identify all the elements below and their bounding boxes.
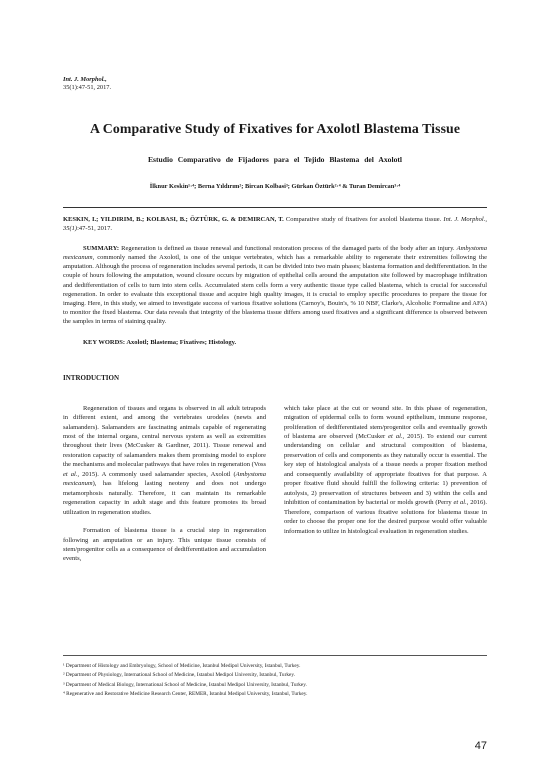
section-heading-introduction: INTRODUCTION (63, 373, 120, 382)
body-columns (63, 404, 487, 564)
text-run: which take place at the cut or wound site. In this phase of regeneration, migration of epidermal cells to form wound epithelium, immune response, proliferation of dedifferentiated stem/progenitor cells and eventually growth of blastema are observed (McCusker (284, 404, 487, 440)
footnotes (63, 655, 487, 700)
right-paragraph-1 (284, 404, 487, 536)
left-paragraph-1 (63, 404, 266, 517)
citation-journal: Int. J. Morphol., 35(1) (63, 216, 487, 233)
text-run: , 2016). Therefore, comparison of various fixative solutions for blastema tissue in order to choose the proper one for the desired purpose would offer valuable information to utilize in histological evaluation in regeneration studies. (284, 499, 487, 535)
article-subtitle: Estudio Comparativo de Fijadores para el Tejido Blastema del Axolotl (147, 155, 403, 164)
summary-species: Ambystoma mexicanum (63, 244, 487, 262)
text-run: , 2015). A commonly used salamander species, Axolotl ( (77, 470, 236, 478)
page-number: 47 (474, 740, 487, 752)
journal-volume-pages: 35(1):47-51, 2017. (63, 84, 112, 91)
journal-name: Int. J. Morphol., (63, 76, 107, 83)
left-column (63, 404, 266, 564)
citation (63, 215, 487, 234)
summary-label: SUMMARY: (83, 244, 120, 252)
journal-reference (63, 76, 487, 92)
keywords: KEY WORDS: Axolotl; Blastema; Fixatives; Histology. (83, 338, 237, 346)
text-run-italic: Ambystoma mexicanum (63, 470, 266, 488)
header-divider (63, 207, 487, 208)
right-column (284, 404, 487, 564)
footnote-1: ¹ Department of Histology and Embryology, School of Medicine, Istanbul Medipol University, Istanbul, Turkey. (63, 663, 301, 669)
summary-text-2: , commonly named the Axolotl, is one of the unique vertebrates, which has a remarkable ability to regenerate their extremities following the amputation. Although the process of regeneration includes several periods, it can be divided into two main phases; blastema formation and dedifferentiation. In the couple of hours following the amputation, wound closure occurs by migration of epithelial cells around the amputation site followed by macrophage infiltration and dedifferentiation of cells to turn into stem cells. Accumulated stem cells form a very authentic tissue type called blastema, which is crucial for successful regeneration. In order to evaluate this exceptional tissue and acquire high quality images, it is crucial to employ specific procedures to prepare the tissue for imaging. Here, in this study, we aimed to investigate success of various fixative solutions (Carnoy's, Bouin's, % 10 NBF, Clarke's, Alcoholic Formaline and AFA) to monitor the fixed blastema. Our data reveals that integrity of the blastema tissue differs among used fixatives and a significant difference is observed between the samples in terms of staining quality. (63, 254, 487, 326)
text-run: Regeneration of tissues and organs is observed in all adult tetrapods in different extent, and among the vertebrates urodeles (newts and salamanders). Salamanders are fascinating animals capable of regenerating most of the internal organs, central nervous system as well as extremities throughout their lives (McCusker & Gardiner, 2011). Tissue renewal and restoration capacity of salamanders makes them promising model to explore the mechanisms and molecular pathways that have roles in regeneration (Voss (63, 404, 266, 469)
text-run-italic: et al. (453, 499, 467, 507)
summary-text-1: Regeneration is defined as tissue renewal and functional restoration process of the damaged parts of the body after an injury. (119, 244, 457, 252)
footnote-3: ³ Department of Medical Biology, International School of Medicine, Istanbul Medipol University, Istanbul, Turkey. (63, 681, 307, 688)
summary (63, 244, 487, 327)
citation-authors: KESKIN, I.; YILDIRIM, B.; KOLBASI, B.; ÖZTÜRK, G. & DEMIRCAN, T. (63, 216, 284, 223)
footnote-2: ² Department of Physiology, International School of Medicine, Istanbul Medipol University, Istanbul, Turkey. (63, 672, 295, 679)
text-run-italic: et al. (388, 433, 403, 440)
footnote-4: ⁴ Regenerative and Restorative Medicine Research Center, REMER, Istanbul Medipol University, Istanbul, Turkey. (63, 691, 308, 698)
article-title: A Comparative Study of Fixatives for Axolotl Blastema Tissue (89, 121, 461, 136)
text-run: , 2015). To extend our current understanding on cellular and structural composition of blastema, preservation of cells and components as they naturally occur is essential. The key step of histological analysis of a tissue needs a proper fixation method and consequently availability of appropriate fixatives for that purpose. A proper fixative fluid should fulfill the following criteria: 1) prevention of autolysis, 2) preservation of structures between and 3) within the cells and inhibition of contamination by bacterial or molds growth (Perry (284, 433, 487, 507)
author-list: İlknur Keskin¹·⁴; Berna Yıldırım²; Bircan Kolbasi³; Gürkan Öztürk²·⁴ & Turan Demircan³·⁴ (149, 183, 401, 190)
left-paragraph-2: Formation of blastema tissue is a crucial step in regeneration following an amputation or an injury. This unique tissue consists of stem/progenitor cells as a consequence of dedifferentiation and accumulation events, (63, 527, 266, 563)
citation-pages: :47-51, 2017. (77, 225, 112, 233)
text-run-italic: et al. (63, 470, 78, 478)
text-run: ), has lifelong lasting neoteny and does not undergo metamorphosis naturally. Therefore, it can maintain its remarkable regeneration capacity in adult stage and this feature promotes its broad utilization in regeneration studies. (63, 480, 266, 516)
citation-text: Comparative study of fixatives for axolotl blastema tissue. (283, 216, 444, 223)
